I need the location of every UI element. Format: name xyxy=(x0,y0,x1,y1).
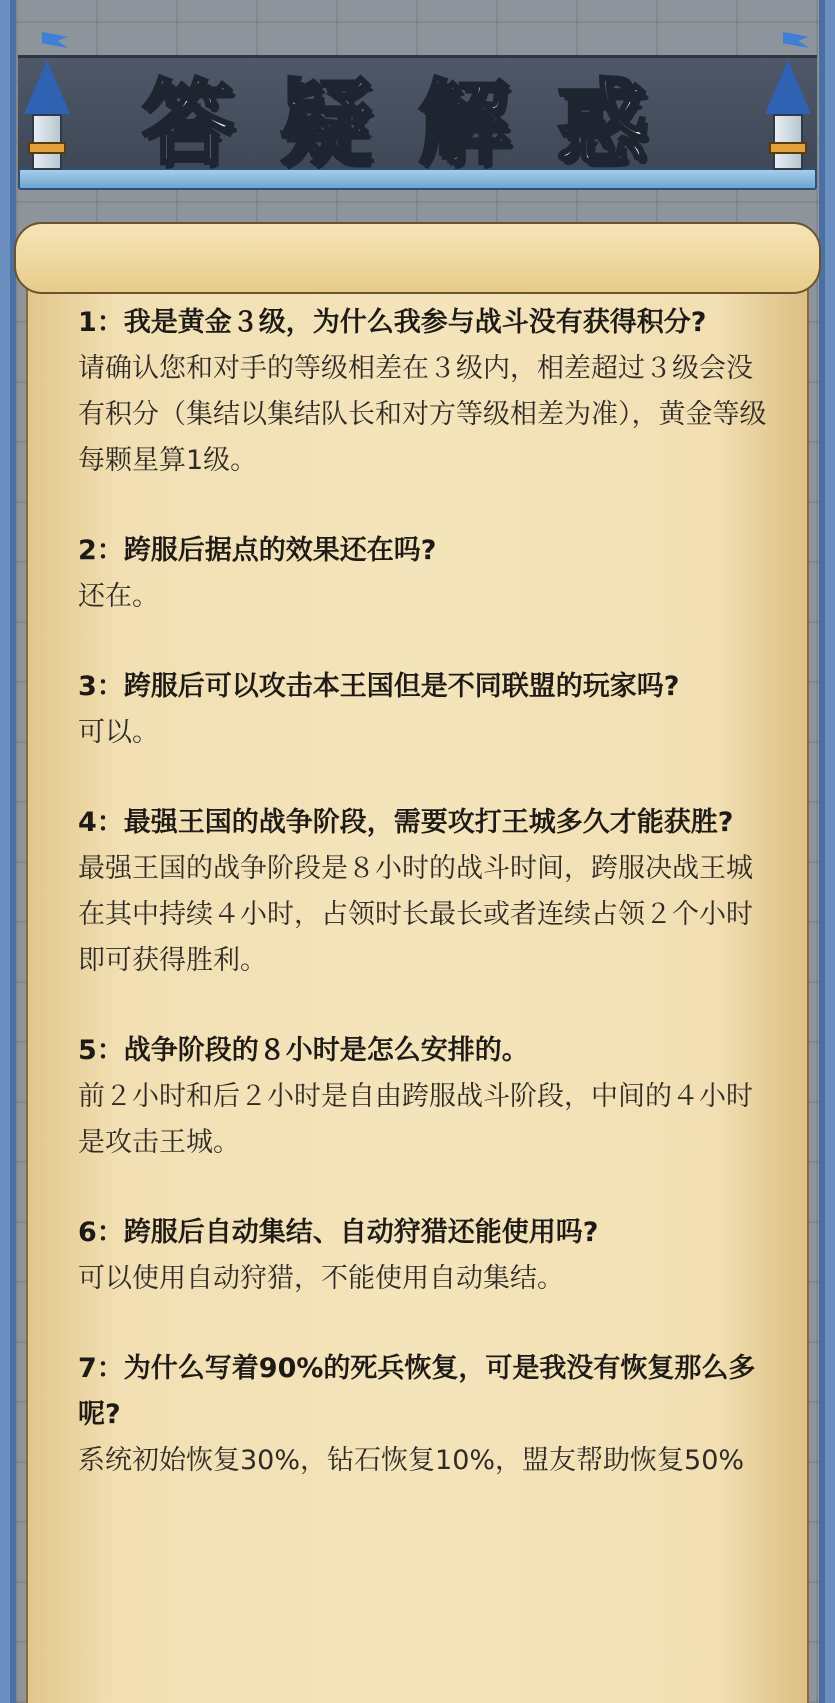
faq-item xyxy=(78,528,768,620)
faq-item xyxy=(78,300,768,484)
faq-answer: 系统初始恢复30%，钻石恢复10%，盟友帮助恢复50% xyxy=(78,1445,745,1476)
faq-answer: 最强王国的战争阶段是８小时的战斗时间，跨服决战王城在其中持续４小时，占领时长最长或者连续占领２个小时即可获得胜利。 xyxy=(78,853,753,976)
faq-item xyxy=(78,1028,768,1166)
faq-question: 6：跨服后自动集结、自动狩猎还能使用吗? xyxy=(78,1217,599,1248)
right-tower-icon xyxy=(765,32,811,172)
header-banner xyxy=(18,20,817,190)
page-title: 答疑解惑 xyxy=(141,70,694,177)
faq-answer: 请确认您和对手的等级相差在３级内，相差超过３级会没有积分（集结以集结队长和对方等级相差为准），黄金等级每颗星算1级。 xyxy=(78,353,767,476)
right-border xyxy=(825,0,835,1703)
faq-answer: 可以。 xyxy=(78,717,159,748)
faq-item xyxy=(78,800,768,984)
faq-question: 2：跨服后据点的效果还在吗? xyxy=(78,535,437,566)
faq-item xyxy=(78,1346,768,1484)
faq-answer: 还在。 xyxy=(78,581,159,612)
faq-question: 7：为什么写着90%的死兵恢复，可是我没有恢复那么多呢? xyxy=(78,1353,756,1430)
scroll-roll xyxy=(14,222,821,294)
left-tower-icon xyxy=(24,32,70,172)
faq-item xyxy=(78,664,768,756)
left-border xyxy=(0,0,10,1703)
faq-question: 3：跨服后可以攻击本王国但是不同联盟的玩家吗? xyxy=(78,671,680,702)
faq-question: 1：我是黄金３级，为什么我参与战斗没有获得积分? xyxy=(78,307,707,338)
faq-question: 5：战争阶段的８小时是怎么安排的。 xyxy=(78,1035,529,1066)
faq-answer: 可以使用自动狩猎，不能使用自动集结。 xyxy=(78,1263,564,1294)
faq-item xyxy=(78,1210,768,1302)
faq-question: 4：最强王国的战争阶段，需要攻打王城多久才能获胜? xyxy=(78,807,734,838)
faq-answer: 前２小时和后２小时是自由跨服战斗阶段，中间的４小时是攻击王城。 xyxy=(78,1081,753,1158)
faq-list xyxy=(78,300,768,1528)
